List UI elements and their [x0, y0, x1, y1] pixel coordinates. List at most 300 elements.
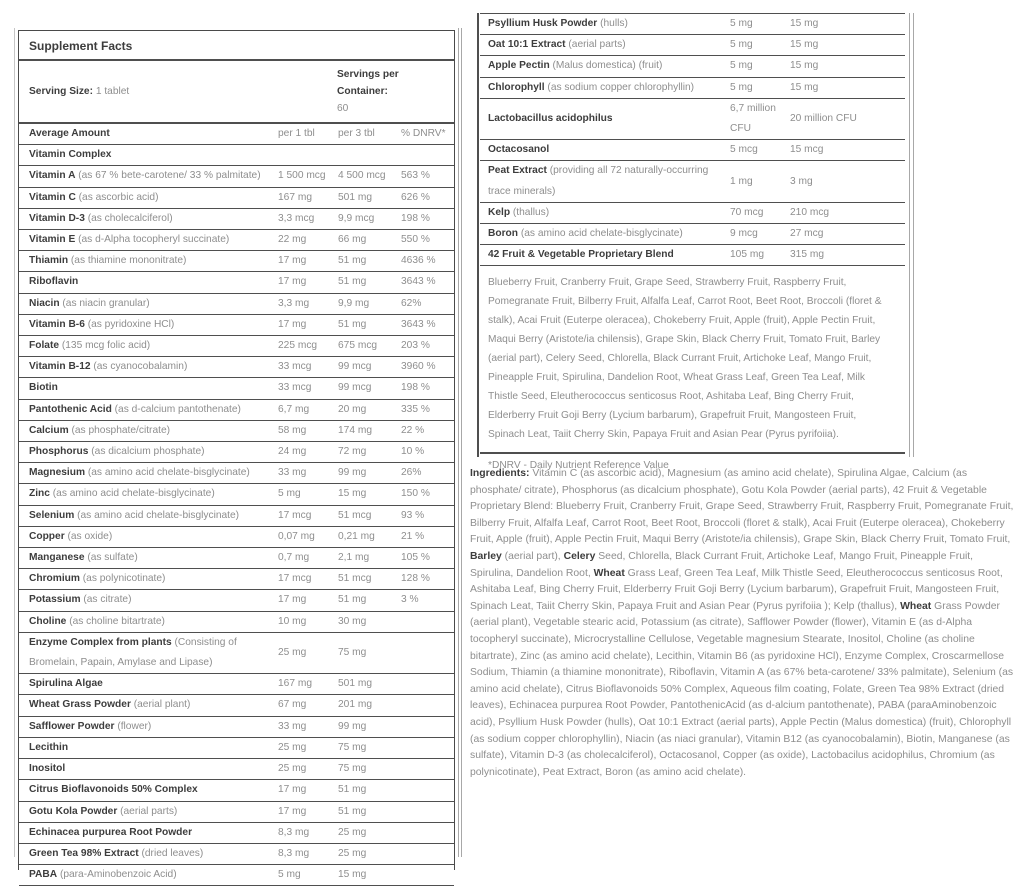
- nutrient-desc: (as phosphate/citrate): [68, 424, 171, 436]
- value-per-3-tbl: 51 mg: [338, 594, 367, 606]
- ingredient-segment: Seed, Chlorella, Black Currant Fruit, Artichoke Leaf, Mango Fruit, Pineapple Fruit, Spirulina, Dandelion Root,: [470, 550, 974, 579]
- nutrient-name: Chromium: [29, 573, 80, 585]
- value-dnrv: 198 %: [401, 382, 430, 394]
- nutrient-name: Green Tea 98% Extract: [29, 847, 139, 859]
- nutrient-desc: (as choline bitartrate): [66, 615, 165, 627]
- nutrient-desc: (dried leaves): [138, 847, 204, 859]
- table-row: [19, 315, 454, 336]
- value-per-1-tbl: 3,3 mg: [278, 297, 310, 309]
- nutrient-name-cell: [29, 717, 278, 737]
- value-per-3-tbl: 15 mg: [790, 39, 819, 51]
- value-dnrv: 62%: [401, 297, 422, 309]
- ingredient-segment: Grass Leaf, Green Tea Leaf, Milk Thistle Seed, Eleutherococcus senticosus Root, Ashitaba Leaf, Bing Cherry Fruit, Elderberry Fruit Goji Berry (Lycium barbarum), Grapefruit Fruit, Mangosteen Fruit, Spinach Leat, Taiit Cherry Skin, Papaya Fruit and Asian Pear (Pyrus pyrifoiia ); Kelp (thallus),: [470, 567, 1003, 612]
- nutrient-desc: (hulls): [597, 18, 628, 29]
- value-per-1-tbl: 22 mg: [278, 234, 307, 246]
- value-dnrv: 550 %: [401, 234, 430, 246]
- nutrient-name-cell: [29, 780, 278, 800]
- nutrient-name-cell: [29, 463, 278, 483]
- nutrient-name: Lactobacillus acidophilus: [488, 112, 613, 124]
- nutrient-name: Manganese: [29, 552, 85, 564]
- nutrient-desc: (as oxide): [64, 530, 113, 542]
- value-per-1-tbl: 33 mg: [278, 720, 307, 732]
- value-per-1-tbl: 17 mg: [278, 318, 307, 330]
- value-per-1-tbl: 1 mg: [730, 175, 753, 187]
- nutrient-desc: (as sodium copper chlorophyllin): [544, 81, 695, 93]
- table-row: [480, 35, 905, 56]
- value-per-1-tbl: 33 mcg: [278, 382, 312, 394]
- table-row: [19, 823, 454, 844]
- nutrient-name: Potassium: [29, 594, 81, 606]
- servings-per-container-value: 60: [337, 103, 349, 114]
- table-row: [19, 865, 454, 886]
- nutrient-name-cell: [29, 251, 278, 271]
- value-per-1-tbl: 24 mg: [278, 446, 307, 458]
- table-row: [19, 674, 454, 695]
- serving-size-label: Serving Size:: [29, 86, 93, 97]
- value-per-3-tbl: 2,1 mg: [338, 552, 370, 564]
- nutrient-name: Gotu Kola Powder: [29, 805, 118, 817]
- value-per-3-tbl: 15 mg: [790, 18, 819, 29]
- value-per-1-tbl: 33 mcg: [278, 361, 312, 373]
- table-row: [19, 590, 454, 611]
- nutrient-desc: (as polynicotinate): [79, 573, 166, 585]
- table-row: [19, 506, 454, 527]
- supplement-facts-panel: [18, 30, 455, 881]
- nutrient-name: Safflower Powder: [29, 720, 115, 732]
- table-row: [480, 56, 905, 77]
- nutrient-name-cell: [29, 569, 278, 589]
- value-per-1-tbl: 5 mg: [278, 869, 301, 881]
- nutrient-name: Copper: [29, 530, 65, 542]
- table-row: [19, 802, 454, 823]
- nutrient-name-cell: [29, 294, 278, 314]
- table-row: [19, 463, 454, 484]
- nutrient-desc: (aerial parts): [565, 39, 626, 51]
- nutrient-rows-continued: [480, 13, 905, 266]
- nutrient-desc: (as d-Alpha tocopheryl succinate): [75, 234, 230, 246]
- table-row: [480, 203, 905, 224]
- serving-size-value: 1 tablet: [95, 86, 130, 97]
- nutrient-name: Enzyme Complex from plants: [29, 636, 172, 648]
- nutrient-name-cell: [29, 759, 278, 779]
- left-edge-line: [14, 28, 15, 857]
- ingredient-segment: Wheat: [593, 567, 625, 579]
- value-per-1-tbl: 1 500 mcg: [278, 170, 326, 182]
- nutrient-name-cell: [29, 400, 278, 420]
- value-per-3-tbl: 51 mg: [338, 805, 367, 817]
- nutrient-name: Selenium: [29, 509, 75, 521]
- table-row: [19, 251, 454, 272]
- section-title: Vitamin Complex: [19, 145, 454, 166]
- nutrient-name-cell: [29, 612, 278, 632]
- table-row: [19, 336, 454, 357]
- value-per-1-tbl: 67 mg: [278, 699, 307, 711]
- table-row: [19, 357, 454, 378]
- value-per-3-tbl: 15 mg: [790, 81, 819, 93]
- nutrient-name: Magnesium: [29, 467, 86, 479]
- table-row: [19, 633, 454, 674]
- value-per-3-tbl: 15 mcg: [790, 144, 824, 156]
- value-per-3-tbl: 20 mg: [338, 403, 367, 415]
- value-dnrv: 3643 %: [401, 276, 436, 288]
- nutrient-name-cell: [488, 78, 730, 98]
- nutrient-desc: (as ascorbic acid): [75, 191, 159, 203]
- supplement-facts-continuation-panel: [480, 13, 905, 479]
- nutrient-name-cell: [29, 421, 278, 441]
- nutrient-name-cell: [29, 802, 278, 822]
- table-row: [19, 294, 454, 315]
- value-per-3-tbl: 675 mcg: [338, 340, 378, 352]
- value-dnrv: 203 %: [401, 340, 430, 352]
- value-dnrv: 21 %: [401, 530, 425, 542]
- value-per-1-tbl: 5 mg: [730, 39, 753, 51]
- nutrient-name: PABA: [29, 869, 58, 881]
- table-row: [19, 378, 454, 399]
- panel-title: Supplement Facts: [19, 31, 454, 61]
- value-per-1-tbl: 10 mg: [278, 615, 307, 627]
- nutrient-desc: (thallus): [510, 206, 550, 218]
- value-dnrv: 22 %: [401, 424, 425, 436]
- nutrient-name: Calcium: [29, 424, 69, 436]
- value-per-3-tbl: 3 mg: [790, 175, 813, 187]
- ingredient-segment: Grass Powder (aerial plant), Vegetable stearic acid, Potassium (as citrate), Safflower Powder (flower), Vitamin E (as d-Alpha tocopheryl succinate), Microcrystalline Cellulose, Vegetable magnesium Stearate, Inositol, Choline (as choline bitartrate), Zinc (as amino acid chelate), Lecithin, Vitamin B6 (as pyridoxine HCl), Enzyme Complex, Croscarmellose Sodium, Thiamin (a thiamine mononitrate), Riboflavin, Vitamin A (as 67% beta-carotene/ 33% palmitate), Selenium (as amino acid chelate), Citrus Bioflavonoids 50% Complex, Aqueous film coating, Folate, Green Tea 98% Extract (dried leaves), Echinacea purpurea Root Powder, PantothenicAcid (as d-alcium pantothenate), PABA (paraAminobenzoic acid), Psyllium Husk Powder (hulls), Oat 10:1 Extract (aerial parts), Apple Pectin (Malus domestica) (fruit), Chlorophyll (as sodium copper chlorophyllin), Niacin (as niaci granular), Vitamin B12 (as cyanocobalamin), Biotin, Manganese (as sulfate), Vitamin D-3 (as cholecalciferol), Octacosanol, Copper (as oxide), Lactobacilus acidophilus, Chromium (as polynicotinate), Peat Extract, Boron (as amino acid chelate).: [470, 600, 1014, 778]
- table-row: [19, 272, 454, 293]
- value-per-1-tbl: 70 mcg: [730, 206, 764, 218]
- nutrient-name-cell: [29, 590, 278, 610]
- nutrient-name-cell: [29, 674, 278, 694]
- table-row: [19, 738, 454, 759]
- value-per-3-tbl: 201 mg: [338, 699, 372, 711]
- nutrient-name-cell: [29, 209, 278, 229]
- nutrient-desc: (as sulfate): [84, 552, 138, 564]
- nutrient-name: Vitamin C: [29, 191, 76, 203]
- value-dnrv: 563 %: [401, 170, 430, 182]
- nutrient-desc: (135 mcg folic acid): [59, 340, 151, 352]
- nutrient-name-cell: [29, 272, 278, 292]
- value-per-3-tbl: 99 mg: [338, 467, 367, 479]
- nutrient-rows: [19, 166, 454, 886]
- value-per-3-tbl: 15 mg: [790, 60, 819, 72]
- ingredient-segment: Ingredients:: [470, 468, 533, 479]
- nutrient-name-cell: [29, 506, 278, 526]
- value-dnrv: 3 %: [401, 594, 419, 606]
- value-per-1-tbl: 8,3 mg: [278, 826, 310, 838]
- value-per-3-tbl: 72 mg: [338, 446, 367, 458]
- value-dnrv: 3960 %: [401, 361, 436, 373]
- column-header-per1: per 1 tbl: [278, 128, 315, 139]
- value-per-1-tbl: 25 mg: [278, 646, 307, 658]
- nutrient-desc: (Malus domestica) (fruit): [549, 60, 663, 72]
- nutrient-desc: (as amino acid chelate-bisglycinate): [74, 509, 240, 521]
- value-per-1-tbl: 17 mcg: [278, 573, 312, 585]
- nutrient-name-cell: [488, 56, 730, 76]
- table-row: [19, 844, 454, 865]
- nutrient-name-cell: [29, 166, 278, 186]
- table-row: [19, 569, 454, 590]
- nutrient-name: Choline: [29, 615, 67, 627]
- table-row: [19, 527, 454, 548]
- nutrient-name: Psyllium Husk Powder: [488, 18, 598, 29]
- nutrient-desc: (as niacin granular): [59, 297, 150, 309]
- right-panel-right-line-2: [913, 13, 914, 457]
- nutrient-desc: (Consisting of Bromelain, Papain, Amylase and Lipase): [29, 636, 237, 669]
- table-row: [19, 780, 454, 801]
- nutrient-name-cell: [29, 188, 278, 208]
- nutrient-name-cell: [29, 230, 278, 250]
- value-dnrv: 626 %: [401, 191, 430, 203]
- nutrient-name: Vitamin A: [29, 170, 76, 182]
- value-per-1-tbl: 0,07 mg: [278, 530, 315, 542]
- value-dnrv: 335 %: [401, 403, 430, 415]
- nutrient-desc: (as cyanocobalamin): [90, 361, 188, 373]
- nutrient-desc: (providing all 72 naturally-occurring trace minerals): [488, 165, 709, 197]
- nutrient-desc: (aerial plant): [130, 699, 191, 711]
- nutrient-name-cell: [488, 35, 730, 55]
- nutrient-desc: (flower): [114, 720, 152, 732]
- nutrient-name: Kelp: [488, 206, 511, 218]
- nutrient-name: Peat Extract: [488, 165, 547, 177]
- value-per-3-tbl: 0,21 mg: [338, 530, 375, 542]
- value-per-3-tbl: 210 mcg: [790, 206, 830, 218]
- value-per-3-tbl: 174 mg: [338, 424, 372, 436]
- value-per-3-tbl: 30 mg: [338, 615, 367, 627]
- value-per-3-tbl: 20 million CFU: [790, 112, 857, 124]
- value-per-3-tbl: 66 mg: [338, 234, 367, 246]
- nutrient-name: Citrus Bioflavonoids 50% Complex: [29, 784, 198, 796]
- serving-row: [19, 61, 454, 124]
- nutrient-desc: (as 67 % bete-carotene/ 33 % palmitate): [75, 170, 261, 182]
- value-per-3-tbl: 9,9 mg: [338, 297, 370, 309]
- table-row: [19, 548, 454, 569]
- nutrient-name-cell: [29, 823, 278, 843]
- ingredient-segment: (aerial part),: [501, 550, 564, 562]
- table-row: [19, 612, 454, 633]
- value-per-3-tbl: 75 mg: [338, 763, 367, 775]
- table-row: [19, 166, 454, 187]
- value-per-1-tbl: 8,3 mg: [278, 847, 310, 859]
- nutrient-name: Inositol: [29, 763, 66, 775]
- nutrient-desc: (as amino acid chelate-bisglycinate): [85, 467, 250, 479]
- table-row: [19, 717, 454, 738]
- left-panel-right-line-2: [461, 28, 462, 857]
- nutrient-name: Vitamin B-6: [29, 318, 85, 330]
- value-per-1-tbl: 167 mg: [278, 678, 312, 690]
- column-header-per3: per 3 tbl: [338, 128, 375, 139]
- table-row: [19, 484, 454, 505]
- value-per-3-tbl: 51 mg: [338, 318, 367, 330]
- value-per-3-tbl: 25 mg: [338, 826, 367, 838]
- value-per-3-tbl: 75 mg: [338, 741, 367, 753]
- value-dnrv: 26%: [401, 467, 422, 479]
- nutrient-name-cell: [29, 357, 278, 377]
- nutrient-name-cell: [29, 378, 278, 398]
- nutrient-desc: (as amino acid chelate-bisglycinate): [49, 488, 215, 500]
- nutrient-name-cell: [29, 336, 278, 356]
- servings-per-container-label: Servings per Container:: [337, 69, 399, 97]
- value-per-3-tbl: 315 mg: [790, 249, 824, 261]
- table-row: [480, 13, 905, 35]
- value-per-3-tbl: 99 mcg: [338, 382, 372, 394]
- value-per-3-tbl: 4 500 mcg: [338, 170, 386, 182]
- nutrient-name-cell: [29, 865, 278, 885]
- nutrient-name-cell: [488, 140, 730, 160]
- dnrv-footnote: *DNRV - Daily Nutrient Reference Value: [488, 460, 669, 472]
- servings-per-container: [337, 66, 446, 117]
- value-per-1-tbl: 17 mcg: [278, 509, 312, 521]
- nutrient-name-cell: [488, 161, 730, 201]
- value-per-1-tbl: 6,7 million CFU: [730, 102, 776, 135]
- nutrient-name: Pantothenic Acid: [29, 403, 112, 415]
- nutrient-name-cell: [29, 633, 278, 673]
- serving-size: [29, 86, 337, 97]
- value-per-3-tbl: 27 mcg: [790, 228, 824, 240]
- value-per-3-tbl: 15 mg: [338, 869, 367, 881]
- value-per-1-tbl: 5 mcg: [730, 144, 758, 156]
- value-per-3-tbl: 9,9 mcg: [338, 212, 375, 224]
- nutrient-name-cell: [488, 203, 730, 223]
- nutrient-desc: (as amino acid chelate-bisglycinate): [518, 228, 683, 240]
- value-dnrv: 128 %: [401, 573, 430, 585]
- nutrient-name: Vitamin B-12: [29, 361, 91, 373]
- nutrient-name: Niacin: [29, 297, 60, 309]
- left-panel-right-line-1: [458, 28, 459, 857]
- nutrient-name-cell: [29, 844, 278, 864]
- nutrient-name: Vitamin D-3: [29, 212, 85, 224]
- nutrient-desc: (as citrate): [80, 594, 132, 606]
- value-per-1-tbl: 17 mg: [278, 805, 307, 817]
- table-row: [19, 695, 454, 716]
- value-dnrv: 3643 %: [401, 318, 436, 330]
- nutrient-name-cell: [29, 695, 278, 715]
- value-dnrv: 198 %: [401, 212, 430, 224]
- nutrient-name: Vitamin E: [29, 234, 76, 246]
- value-per-3-tbl: 99 mcg: [338, 361, 372, 373]
- value-per-3-tbl: 15 mg: [338, 488, 367, 500]
- nutrient-name: Echinacea purpurea Root Powder: [29, 826, 193, 838]
- table-row: [19, 188, 454, 209]
- value-per-3-tbl: 51 mg: [338, 255, 367, 267]
- nutrient-desc: (as dicalcium phosphate): [88, 446, 205, 458]
- table-row: [19, 442, 454, 463]
- nutrient-name: Biotin: [29, 382, 58, 394]
- value-per-3-tbl: 501 mg: [338, 678, 372, 690]
- table-row: [480, 245, 905, 266]
- value-per-3-tbl: 99 mg: [338, 720, 367, 732]
- nutrient-name-cell: [488, 109, 730, 129]
- value-per-1-tbl: 25 mg: [278, 741, 307, 753]
- value-per-3-tbl: 51 mg: [338, 276, 367, 288]
- value-per-1-tbl: 167 mg: [278, 191, 312, 203]
- value-per-3-tbl: 51 mg: [338, 784, 367, 796]
- table-row: [19, 230, 454, 251]
- value-dnrv: 10 %: [401, 446, 425, 458]
- nutrient-desc: (as cholecalciferol): [84, 212, 173, 224]
- table-row: [480, 161, 905, 202]
- nutrient-name: Riboflavin: [29, 276, 79, 288]
- value-per-1-tbl: 105 mg: [730, 249, 764, 261]
- nutrient-name: Zinc: [29, 488, 50, 500]
- nutrient-name: Phosphorus: [29, 446, 89, 458]
- nutrient-name-cell: [488, 224, 730, 244]
- value-per-1-tbl: 5 mg: [730, 81, 753, 93]
- value-per-1-tbl: 5 mg: [730, 18, 753, 29]
- value-per-3-tbl: 51 mcg: [338, 573, 372, 585]
- nutrient-name: Wheat Grass Powder: [29, 699, 131, 711]
- nutrient-name-cell: [29, 442, 278, 462]
- nutrient-name: Apple Pectin: [488, 60, 550, 72]
- nutrient-desc: (para-Aminobenzoic Acid): [57, 869, 177, 881]
- proprietary-blend-note: Blueberry Fruit, Cranberry Fruit, Grape Seed, Strawberry Fruit, Raspberry Fruit, Pomegranate Fruit, Bilberry Fruit, Alfalfa Leaf, Carrot Root, Beet Root, Broccoli (floret & stalk), Acai Fruit (Euterpe oleracea), Chokeberry Fruit, Apple (fruit), Apple Pectin Fruit, Maqui Berry (Aristote/ia chilensis), Grape Skin, Black Cherry Fruit, Tomato Fruit, Barley (aerial part), Celery Seed, Chlorella, Black Currant Fruit, Artichoke Leaf, Mango Fruit, Pineapple Fruit, Spirulina, Dandelion Root, Wheat Grass Leaf, Green Tea Leaf, Milk Thistle Seed, Eleutherococcus senticosus Root, Ashitaba Leaf, Bing Cherry Fruit, Elderberry Fruit Goji Berry (Lycium barbarum), Grapefruit Fruit, Mangosteen Fruit, Spinach Leat, Taiit Cherry Skin, Papaya Fruit and Asian Pear (Pyrus pyrifoiia).: [480, 266, 905, 454]
- nutrient-name-cell: [488, 245, 730, 265]
- nutrient-name-cell: [29, 548, 278, 568]
- nutrient-name: Lecithin: [29, 741, 69, 753]
- value-per-1-tbl: 58 mg: [278, 424, 307, 436]
- nutrient-name-cell: [29, 315, 278, 335]
- value-per-1-tbl: 5 mg: [278, 488, 301, 500]
- nutrient-desc: (as d-calcium pantothenate): [111, 403, 241, 415]
- nutrient-name-cell: [29, 738, 278, 758]
- value-per-1-tbl: 5 mg: [730, 60, 753, 72]
- table-row: [480, 78, 905, 99]
- nutrient-name: Oat 10:1 Extract: [488, 39, 566, 51]
- nutrient-desc: (as pyridoxine HCl): [84, 318, 175, 330]
- ingredient-segment: Barley: [470, 550, 502, 562]
- value-per-3-tbl: 51 mcg: [338, 509, 372, 521]
- right-panel-left-line: [477, 13, 479, 457]
- value-per-1-tbl: 6,7 mg: [278, 403, 310, 415]
- ingredient-segment: Celery: [563, 550, 596, 562]
- value-per-1-tbl: 17 mg: [278, 276, 307, 288]
- table-row: [480, 224, 905, 245]
- nutrient-name-cell: [29, 527, 278, 547]
- table-row: [19, 421, 454, 442]
- column-header-dnrv: % DNRV*: [401, 128, 446, 139]
- table-row: [19, 209, 454, 230]
- value-per-1-tbl: 0,7 mg: [278, 552, 310, 564]
- nutrient-name: Thiamin: [29, 255, 69, 267]
- value-per-1-tbl: 17 mg: [278, 784, 307, 796]
- value-per-3-tbl: 75 mg: [338, 646, 367, 658]
- table-row: [480, 99, 905, 140]
- value-per-1-tbl: 9 mcg: [730, 228, 758, 240]
- table-row: [480, 140, 905, 161]
- table-row: [19, 400, 454, 421]
- value-dnrv: 150 %: [401, 488, 430, 500]
- value-per-3-tbl: 25 mg: [338, 847, 367, 859]
- value-per-3-tbl: 501 mg: [338, 191, 372, 203]
- value-dnrv: 93 %: [401, 509, 425, 521]
- nutrient-name: Chlorophyll: [488, 81, 545, 93]
- column-header-row: [19, 124, 454, 145]
- value-dnrv: 105 %: [401, 552, 430, 564]
- right-panel-right-line-1: [909, 13, 910, 457]
- nutrient-name: Folate: [29, 340, 60, 352]
- column-header-amount: Average Amount: [29, 128, 110, 139]
- nutrient-name: Boron: [488, 228, 518, 240]
- ingredient-segment: Wheat: [900, 600, 932, 612]
- value-per-1-tbl: 225 mcg: [278, 340, 318, 352]
- ingredient-segment: Vitamin C (as ascorbic acid), Magnesium (as amino acid chelate), Spirulina Algae, Calcium (as phosphate/ citrate), Phosphorus (as dicalcium phosphate), Gotu Kola Powder (aerial parts), 42 Fruit & Vegetable Proprietary Blend: Blueberry Fruit, Cranberry Fruit, Grape Seed, Strawberry Fruit, Raspberry Fruit, Pomegranate Fruit, Bilberry Fruit, Alfalfa Leaf, Carrot Root, Beet Root, Broccoli (floret & stalk), Acai Fruit (Euterpe oleracea), Chokeberry Fruit, Apple (fruit), Apple Pectin Fruit, Maqui Berry (Aristote/ia chilensis), Grape Skin, Black Cherry Fruit, Tomato Fruit,: [470, 468, 1014, 546]
- value-per-1-tbl: 3,3 mcg: [278, 212, 315, 224]
- nutrient-name: Octacosanol: [488, 144, 550, 156]
- ingredients-paragraph: [470, 466, 1019, 781]
- nutrient-desc: (aerial parts): [117, 805, 178, 817]
- value-per-1-tbl: 33 mg: [278, 467, 307, 479]
- value-dnrv: 4636 %: [401, 255, 436, 267]
- nutrient-name-cell: [29, 484, 278, 504]
- nutrient-name-cell: [488, 14, 730, 34]
- nutrient-name: 42 Fruit & Vegetable Proprietary Blend: [488, 249, 674, 261]
